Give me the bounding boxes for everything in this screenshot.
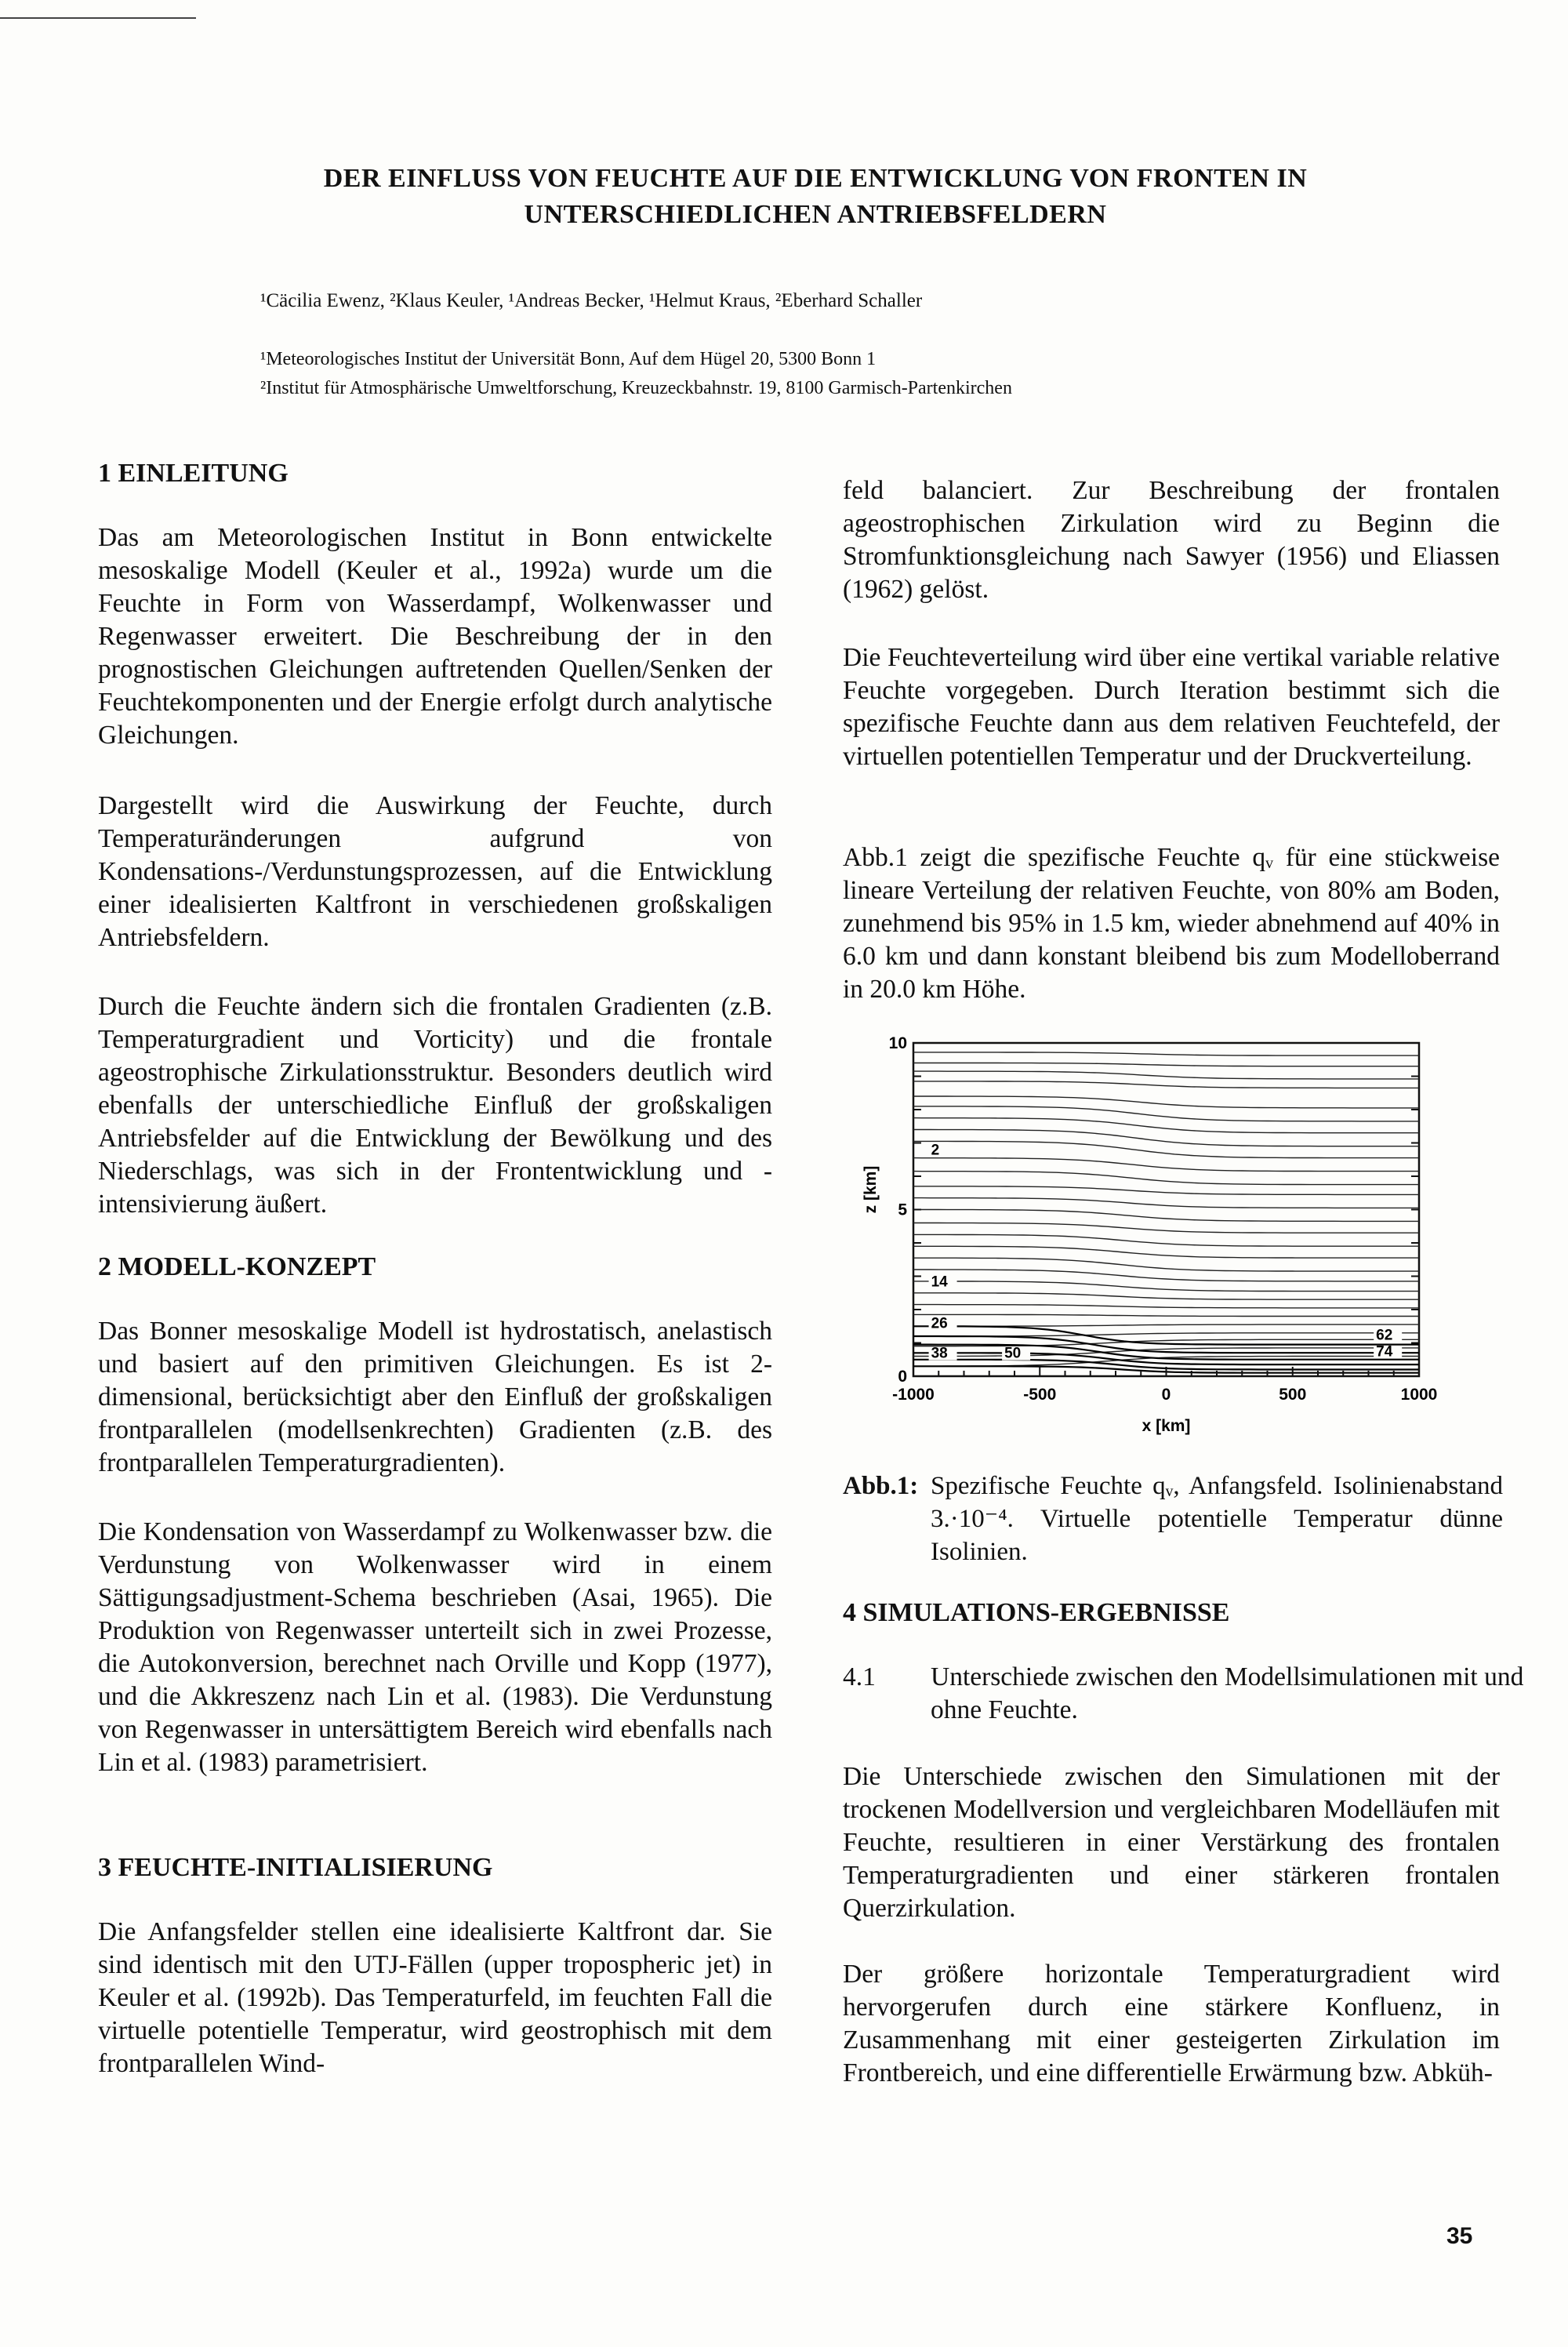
theta-isoline — [913, 1106, 1419, 1121]
theta-isoline — [913, 1158, 1419, 1172]
subsection-number: 4.1 — [843, 1662, 876, 1691]
page-number: 35 — [1446, 2223, 1473, 2249]
caption-label: Abb.1: — [843, 1472, 919, 1500]
section-1-paragraph-1: Das am Meteorologischen Institut in Bonn entwickelte mesoskalige Modell (Keuler et al., 1992a) wurde um die Feuchte in Form von Wasserdampf, Wolkenwasser und Regenwasser erweitert. Die Beschreibung der in den prognostischen Gleichungen auftretenden Quellen/Senken der Feuchtekomponenten und der Energie erfolgt durch analytische Gleichungen. — [98, 523, 772, 750]
affiliation-2: ²Institut für Atmosphärische Umweltforschung, Kreuzeckbahnstr. 19, 8100 Garmisch-Partenkirchen — [260, 378, 1012, 398]
x-tick-label: 0 — [1161, 1386, 1171, 1404]
x-tick-label: -1000 — [892, 1386, 935, 1404]
x-tick-label: 500 — [1279, 1386, 1307, 1404]
theta-isoline — [913, 1305, 1419, 1308]
theta-isoline — [913, 1198, 1419, 1208]
theta-isoline — [913, 1210, 1419, 1222]
section-1-paragraph-3: Durch die Feuchte ändern sich die frontalen Gradienten (z.B. Temperaturgradient und Vorticity) und die frontale ageostrophische Zirkulationsstruktur. Besonders deutlich wird ebenfalls der unterschiedliche Einfluß der großskaligen Antriebsfelder auf die Entwicklung der Bewölkung und des Niederschlags, was sich in der Frontentwicklung und -intensivierung äußert. — [98, 992, 772, 1219]
section-1-heading: 1 EINLEITUNG — [98, 459, 289, 488]
title-line-1: DER EINFLUSS VON FEUCHTE AUF DIE ENTWICKLUNG VON FRONTEN IN — [323, 164, 1308, 193]
contour-label: 50 — [1004, 1345, 1022, 1362]
paper-title — [235, 161, 1396, 233]
contour-label: 26 — [931, 1315, 948, 1332]
contour-lines — [913, 1052, 1419, 1373]
title-line-2: UNTERSCHIEDLICHEN ANTRIEBSFELDERN — [524, 200, 1107, 229]
section-3-paragraph-1-continued: feld balanciert. Zur Beschreibung der frontalen ageostrophischen Zirkulation wird zu Beginn die Stromfunktionsgleichung nach Sawyer (1956) und Eliassen (1962) gelöst. — [843, 476, 1500, 604]
theta-isoline — [913, 1141, 1419, 1157]
y-axis-title: z [km] — [862, 1165, 880, 1214]
theta-isoline — [913, 1258, 1419, 1271]
caption-text: Spezifische Feuchte qᵥ, Anfangsfeld. Isolinienabstand 3.·10⁻⁴. Virtuelle potentielle Temperatur dünne Isolinien. — [931, 1472, 1503, 1566]
theta-isoline — [913, 1081, 1419, 1088]
contour-label: 62 — [1376, 1327, 1393, 1344]
contour-label: 38 — [931, 1345, 948, 1362]
top-rule — [0, 17, 196, 19]
figure-specific-humidity-plot — [862, 1027, 1474, 1466]
contour-label: 14 — [931, 1273, 948, 1291]
theta-isoline — [913, 1071, 1419, 1079]
section-4-paragraph-1: Die Unterschiede zwischen den Simulationen mit der trockenen Modellversion und vergleichbaren Modelläufen mit Feuchte, resultieren in einer Verstärkung des frontalen Temperaturgradienten und einer stärkeren frontalen Querzirkulation. — [843, 1762, 1500, 1923]
theta-isoline — [913, 1118, 1419, 1133]
theta-isoline — [913, 1186, 1419, 1195]
humidity-isoline — [913, 1326, 1419, 1344]
section-3-paragraph-1: Die Anfangsfelder stellen eine idealisierte Kaltfront dar. Sie sind identisch mit den UTJ-Fällen (upper tropospheric jet) in Keuler et al. (1992b). Das Temperaturfeld, im feuchten Fall die virtuelle potentielle Temperatur, wird geostrophisch mit dem frontparallelen Wind- — [98, 1917, 772, 2078]
theta-isoline — [913, 1246, 1419, 1258]
theta-isoline — [913, 1293, 1419, 1299]
theta-isoline — [913, 1172, 1419, 1185]
section-2-heading: 2 MODELL-KONZEPT — [98, 1252, 376, 1281]
section-4-heading: 4 SIMULATIONS-ERGEBNISSE — [843, 1598, 1230, 1627]
y-tick-label: 0 — [898, 1368, 907, 1386]
contour-label: 2 — [931, 1142, 940, 1159]
subsection-title: Unterschiede zwischen den Modellsimulationen mit und ohne Feuchte. — [931, 1662, 1524, 1724]
x-tick-label: -500 — [1023, 1386, 1057, 1404]
theta-isoline — [913, 1281, 1419, 1292]
contour-label: 74 — [1376, 1343, 1393, 1361]
theta-isoline — [913, 1052, 1419, 1055]
author-list: ¹Cäcilia Ewenz, ²Klaus Keuler, ¹Andreas Becker, ¹Helmut Kraus, ²Eberhard Schaller — [260, 290, 923, 311]
affiliations — [260, 345, 1012, 403]
section-2-paragraph-1: Das Bonner mesoskalige Modell ist hydrostatisch, anelastisch und basiert auf den primitiven Gleichungen. Es ist 2-dimensional, berücksichtigt aber den Einfluß der großskaligen frontparallelen (modellsenkrechten) Gradienten (z.B. des frontparallelen Temperaturgradienten). — [98, 1317, 772, 1477]
affiliation-1: ¹Meteorologisches Institut der Universität Bonn, Auf dem Hügel 20, 5300 Bonn 1 — [260, 349, 877, 369]
y-tick-label: 10 — [888, 1034, 907, 1052]
theta-isoline — [913, 1063, 1419, 1066]
section-3-paragraph-3: Abb.1 zeigt die spezifische Feuchte qᵥ für eine stückweise lineare Verteilung der relativen Feuchte, von 80% am Boden, zunehmend bis 95% in 1.5 km, wieder abnehmend auf 40% in 6.0 km und dann konstant bleibend bis zum Modelloberrand in 20.0 km Höhe. — [843, 843, 1500, 1004]
theta-isoline — [913, 1314, 1419, 1316]
section-3-heading: 3 FEUCHTE-INITIALISIERUNG — [98, 1853, 493, 1882]
section-3-paragraph-2: Die Feuchteverteilung wird über eine vertikal variable relative Feuchte vorgegeben. Durch Iteration bestimmt sich die spezifische Feuchte dann aus dem relativen Feuchtefeld, der virtuellen potentiellen Temperatur und der Druckverteilung. — [843, 643, 1500, 771]
x-axis-title: x [km] — [1142, 1417, 1191, 1435]
theta-isoline — [913, 1223, 1419, 1233]
y-tick-label: 5 — [898, 1201, 907, 1219]
theta-isoline — [913, 1234, 1419, 1246]
section-2-paragraph-2: Die Kondensation von Wasserdampf zu Wolkenwasser bzw. die Verdunstung von Wolkenwasser wird in einem Sättigungsadjustment-Schema beschrieben (Asai, 1965). Die Produktion von Regenwasser unterteilt sich in zwei Prozesse, die Autokonversion, berechnet nach Orville und Kopp (1977), und die Akkreszenz nach Lin et al. (1983). Die Verdunstung von Regenwasser in untersättigtem Bereich wird ebenfalls nach Lin et al. (1983) parametrisiert. — [98, 1517, 772, 1777]
theta-isoline — [913, 1130, 1419, 1146]
x-tick-label: 1000 — [1400, 1386, 1438, 1404]
section-1-paragraph-2: Dargestellt wird die Auswirkung der Feuchte, durch Temperaturänderungen aufgrund von Kondensations-/Verdunstungsprozessen, auf die Entwicklung einer idealisierten Kaltfront in verschiedenen großskaligen Antriebsfeldern. — [98, 791, 772, 952]
section-4-paragraph-2: Der größere horizontale Temperaturgradient wird hervorgerufen durch eine stärkere Konfluenz, in Zusammenhang mit einer gesteigerten Zirkulation im Frontbereich, und eine differentielle Erwärmung bzw. Abküh- — [843, 1960, 1500, 2087]
